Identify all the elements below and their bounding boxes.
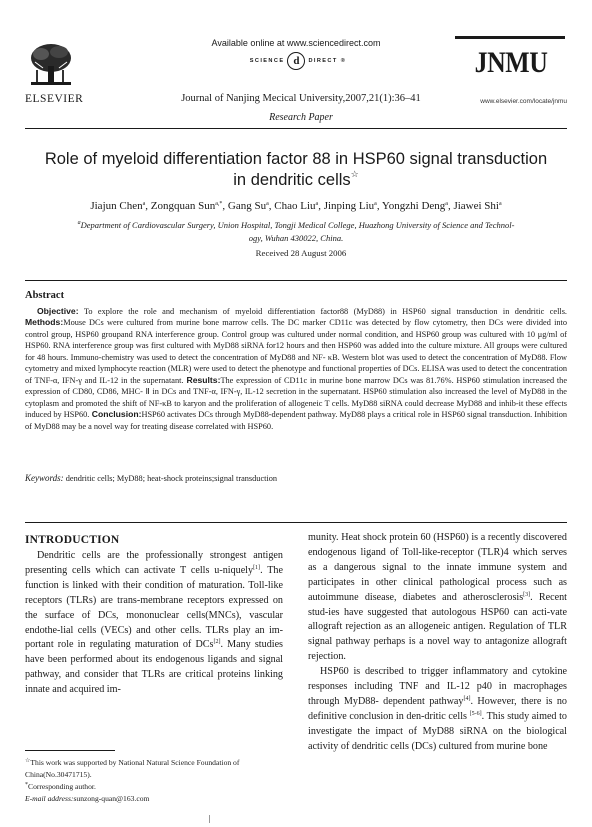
body-text: munity. Heat shock protein 60 (HSP60) is a recently discovered endogenous ligand of Toll-like-receptor (TLR)4 which serves as a dangerous signal to the innate immune system and participates in other clinical pathological process such as autoimmune disease, diabetes and atherosclerosis [308, 532, 567, 603]
keywords [25, 473, 567, 483]
journal-header [0, 0, 592, 140]
author-name: Gang Su [227, 200, 267, 212]
sciencedirect-symbol: d [293, 55, 300, 67]
footnote-rule [25, 750, 115, 751]
intro-paragraph-1 [25, 549, 283, 698]
author-sup: a [315, 201, 319, 207]
author-name: Jinping Liu [323, 200, 375, 212]
objective-text: To explore the role and mechanism of myeloid differentiation factor88 (MyD88) in HSP60 signal transduction in dendritic cells. [78, 307, 567, 316]
conclusion-label: Conclusion: [89, 409, 142, 420]
title-line-1: Role of myeloid differentiation factor 88 in HSP60 signal transduction [44, 150, 548, 168]
author-sup: a [498, 201, 502, 207]
abstract-bottom-rule [25, 522, 567, 523]
author-sup: a [142, 201, 146, 207]
title-star: ☆ [350, 169, 359, 179]
author-name: Jiajun Chen [90, 200, 143, 212]
email-footnote [25, 793, 283, 805]
author-affiliation [30, 219, 562, 244]
citation-ref: [5-6] [469, 710, 482, 717]
intro-paragraph-1-cont [308, 531, 567, 665]
citation-ref: [3] [523, 591, 531, 598]
conclusion-text: HSP60 activates DCs through MyD88-dependent pathway. MyD88 plays a critical role in HSP60 signal transduction. Inhibition of MyD88 may be a novel way for treating disease correlated with HSP60. [25, 410, 567, 431]
funding-footnote [25, 757, 283, 781]
sciencedirect-left: SCIENCE [249, 58, 285, 64]
journal-rule [455, 36, 565, 39]
corresponding-footnote [25, 781, 283, 793]
keywords-text: dendritic cells; MyD88; heat-shock proteins;signal transduction [63, 474, 278, 483]
results-text: The expression of CD11c in murine bone marrow DCs was 81.76%. HSP60 stimulation increased the expression of CD80, CD86, MHC- Ⅱ in DCs and TNF-α, IFN-γ, IL-12 secretion in the supernatant. HSP60 stimulation also increased the level of MyD88 in the cytoplasm and promoted the shift of NF-κB to karyon and the proliferation of allogeneic T cells. MyD88 siRNA could decrease MyD88 and inhib-it these effects induced by HSP60. [25, 375, 567, 420]
author-list: Jiajun Chen$^a$, Zongquan Sun$^{a,*}$, Gang Su$^a$, Chao Liu$^a$, Jinping Liu$^a$, Yongzhi Deng$^a$, Jiawei Shi$^a$ [90, 200, 502, 212]
body-column-left [25, 549, 283, 698]
available-online-text: Available online at www.sciencedirect.com [211, 38, 381, 48]
introduction-heading: INTRODUCTION [25, 534, 120, 546]
author-name: Chao Liu [274, 200, 316, 212]
corresponding-text: Corresponding author. [28, 782, 96, 791]
body-text: HSP60 is described to trigger inflammatory and cytokine responses including TNF and IL-12 p40 in macrophages through MyD88- dependent pathway [308, 666, 567, 707]
article-title [40, 149, 552, 191]
footnotes [25, 757, 283, 805]
author-name: Jiawei Shi [453, 200, 499, 212]
body-column-right [308, 531, 567, 755]
publisher-name: ELSEVIER [25, 93, 84, 105]
funding-text: This work was supported by National Natural Science Foundation of China(No.30471715). [25, 758, 240, 779]
sciencedirect-d-icon [287, 52, 305, 70]
methods-text: Mouse DCs were cultured from murine bone marrow cells. The DC marker CD11c was detected by flow cytometry, then DCs were divided into control group, HSP60 groupand RNA interference group. Control group was cultured under normal condition, and HSP60 group was cultured with 10 μg/ml of HSP60. RNA interference group was first cultured with MyD88 siRNA for12 hours and then HSP60 was added into the culture mixture. All groups were cultured for 48 hours. Immuno-chemistry was used to detect the concentration of MyD88 and NF- κB. Western blot was used to detect the concentration of MyD88. Flow cytometry and mixed lymphocyte reaction (MLR) were used to detect the phenotype and functional properties of DCs. ELISA was used to detect the concentration of TNF-α, IFN-γ and IL-12 in the supernatant. [25, 318, 567, 385]
journal-url-link[interactable]: www.elsevier.com/locate/jnmu [480, 98, 567, 105]
affiliation-line-2: ogy, Wuhan 430022, China. [248, 232, 344, 243]
funding-mark: ☆ [25, 758, 31, 764]
body-text: . This study aimed to investigate the impact of MyD88 siRNA on the biological activity of dendritic cells (DCs) cultured from murine bone [308, 710, 567, 752]
author-sup: a [445, 201, 448, 207]
citation-ref: [2] [213, 639, 221, 646]
journal-abbrev: JNMU [474, 46, 548, 79]
citation-ref: [4] [463, 695, 471, 702]
sciencedirect-mark: ® [340, 58, 347, 64]
sciencedirect-logo [238, 52, 358, 70]
author-name: Zongquan Sun [150, 200, 216, 212]
sciencedirect-right: DIRECT [308, 58, 338, 64]
intro-paragraph-2 [308, 665, 567, 754]
objective-label: Objective: [37, 306, 79, 316]
methods-label: Methods: [25, 317, 64, 328]
title-line-2: in dendritic cells [233, 171, 351, 189]
corresponding-mark: * [25, 782, 28, 788]
received-date: Received 28 August 2006 [255, 248, 347, 258]
citation-ref: [1] [253, 564, 261, 571]
body-text: . Many studies have been performed about its endogenous ligands and signal pathway, and consider that TLRs are critical proteins linking innate and acquired im- [25, 639, 283, 696]
abstract-top-rule [25, 280, 567, 281]
section-label: Research Paper [269, 112, 333, 123]
results-label: Results: [183, 374, 221, 385]
header-divider [25, 128, 567, 129]
page-edge-mark [209, 815, 210, 823]
email-label: E-mail address: [25, 794, 74, 803]
author-sup: a [374, 201, 377, 207]
body-text: . However, there is no definitive conclusion in den-dritic cells [308, 695, 567, 722]
author-sup: a,* [215, 201, 223, 207]
journal-citation: Journal of Nanjing Mecical University,2007,21(1):36–41 [181, 93, 421, 104]
affiliation-sup: a [77, 220, 81, 226]
keywords-label: Keywords: [25, 473, 64, 483]
email-link[interactable]: sunzong-quan@163.com [73, 794, 150, 803]
body-text: . The function is linked with their condition of maturation. Toll-like receptors (TLRs) are trans-membrane receptors expressed on the surface of DCs, mononuclear cells(MNCs), vascular endothe-lial cells (VECs) and other cells. TLRs play an im-portant role in regulating maturation of DCs [25, 564, 283, 651]
author-sup: a [266, 201, 269, 207]
body-text: . Recent stud-ies have suggested that autologous HSP60 can acti-vate allograft rejection as an allogeneic antigen. Regulation of TLR signal pathway perhaps is a novel way to antagonize allograft rejection. [308, 591, 567, 663]
affiliation-line-1: Department of Cardiovascular Surgery, Union Hospital, Tongji Medical College, Huazhong University of Science and Technol- [80, 220, 515, 230]
abstract-body [25, 306, 567, 432]
body-text: Dendritic cells are the professionally strongest antigen presenting cells which can activate T cells u-niquely [25, 550, 283, 576]
author-name: Yongzhi Deng [381, 200, 446, 212]
abstract-heading: Abstract [25, 290, 65, 301]
